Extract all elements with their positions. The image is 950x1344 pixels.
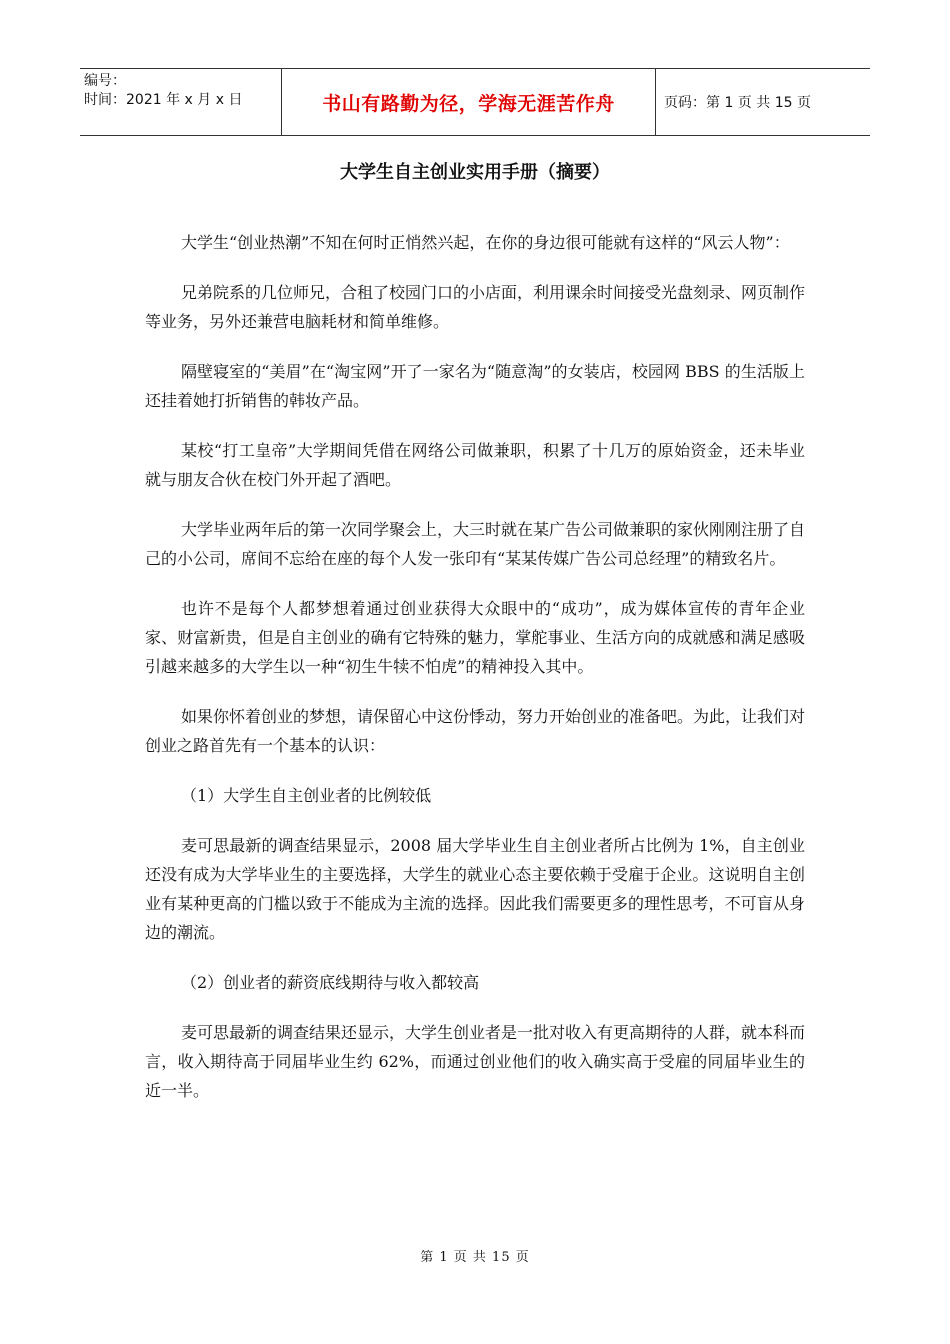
paragraph: 也许不是每个人都梦想着通过创业获得大众眼中的“成功”，成为媒体宣传的青年企业家、财富新贵，但是自主创业的确有它特殊的魅力，掌舵事业、生活方向的成就感和满足感吸引越来越多的大学生以一种“初生牛犊不怕虎”的精神投入其中。	[145, 599, 805, 676]
motto-text: 书山有路勤为径，学海无涯苦作舟	[322, 92, 615, 115]
paragraph: 如果你怀着创业的梦想，请保留心中这份悸动，努力开始创业的准备吧。为此，让我们对创业之路首先有一个基本的认识：	[145, 707, 806, 755]
document-title: 大学生自主创业实用手册（摘要）	[340, 162, 610, 183]
date-label: 时间：2021 年 x 月 x 日	[84, 92, 243, 108]
paragraph: 大学毕业两年后的第一次同学聚会上，大三时就在某广告公司做兼职的家伙刚刚注册了自己的小公司，席间不忘给在座的每个人发一张印有“某某传媒广告公司总经理”的精致名片。	[145, 520, 806, 568]
header-meta-cell	[80, 69, 282, 135]
header-motto-cell	[282, 69, 656, 135]
section-heading-1: （1）大学生自主创业者的比例较低	[181, 786, 432, 805]
header-page-cell	[656, 69, 870, 135]
paragraph: 麦可思最新的调查结果还显示，大学生创业者是一批对收入有更高期待的人群，就本科而言，收入期待高于同届毕业生约 62%，而通过创业他们的收入确实高于受雇的同届毕业生的近一半。	[145, 1023, 806, 1100]
document-body	[145, 228, 805, 1105]
number-label: 编号：	[84, 73, 126, 89]
paragraph: 隔壁寝室的“美眉”在“淘宝网”开了一家名为“随意淘”的女装店，校园网 BBS 的生活版上还挂着她打折销售的韩妆产品。	[145, 362, 805, 410]
paragraph: 大学生“创业热潮”不知在何时正悄然兴起，在你的身边很可能就有这样的“风云人物”：	[181, 233, 790, 252]
paragraph: 兄弟院系的几位师兄，合租了校园门口的小店面，利用课余时间接受光盘刻录、网页制作等业务，另外还兼营电脑耗材和简单维修。	[145, 283, 806, 331]
page-footer: 第 1 页 共 15 页	[420, 1250, 530, 1265]
paragraph: 某校“打工皇帝”大学期间凭借在网络公司做兼职，积累了十几万的原始资金，还未毕业就与朋友合伙在校门外开起了酒吧。	[145, 441, 805, 489]
section-heading-2: （2）创业者的薪资底线期待与收入都较高	[181, 973, 480, 992]
document-header	[80, 68, 870, 136]
paragraph: 麦可思最新的调查结果显示，2008 届大学毕业生自主创业者所占比例为 1%，自主创业还没有成为大学毕业生的主要选择，大学生的就业心态主要依赖于受雇于企业。这说明自主创业有某种更高的门槛以致于不能成为主流的选择。因此我们需要更多的理性思考，不可盲从身边的潮流。	[145, 836, 805, 942]
page-label: 页码：第 1 页 共 15 页	[664, 95, 811, 111]
